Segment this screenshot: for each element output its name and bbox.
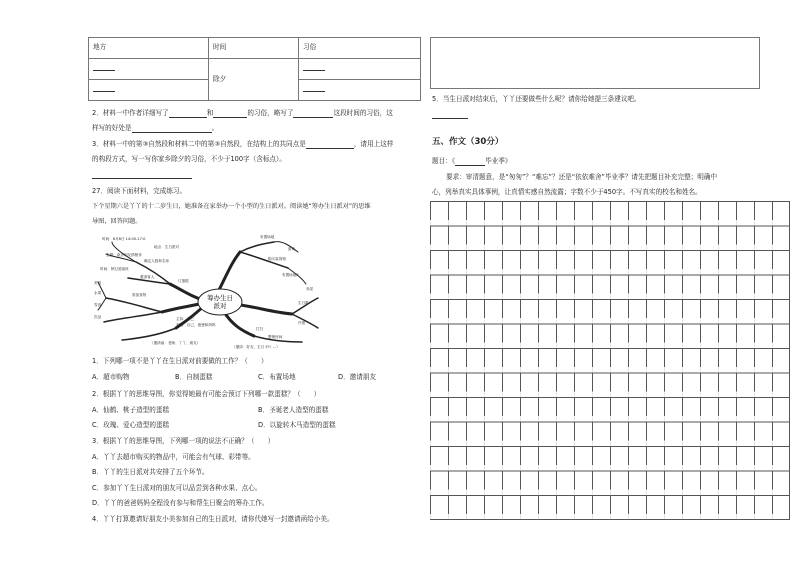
essay-title-blank[interactable] [455, 159, 485, 166]
mind-map-node: 邀请客人 [140, 275, 155, 279]
question-27-intro-2: 导图，回答问题。 [92, 218, 142, 225]
option-b[interactable]: B．圣诞老人造型的蛋糕 [258, 406, 329, 414]
table-header-place: 地方 [89, 38, 209, 59]
mind-map-node: 布置：自己、爸爸和妈妈 [176, 323, 216, 327]
answer-blank[interactable] [306, 142, 354, 149]
table-blank-cell[interactable] [89, 59, 209, 80]
mind-map-node: 整理房间 [268, 335, 283, 339]
option-c[interactable]: C．玫瑰、爱心造型的蛋糕 [92, 421, 170, 429]
mind-map-node: 主题：欢乐和友情相伴 [106, 253, 142, 257]
question-27-title: 27．阅读下面材料，完成练习。 [92, 187, 187, 195]
mind-map-node: （邀请：好友、生日卡片 ...） [232, 345, 280, 349]
mind-map-node: 主持：自己 [176, 317, 194, 321]
option-c[interactable]: C．布置场地 [258, 373, 296, 381]
question-3: 3．材料一中的第③自然段和材料二中的第③自然段，在结构上的共同点是 ，请用上这样 [92, 140, 394, 148]
mind-map-node: 美食 [94, 281, 102, 285]
mind-map-center-label: 派对 [213, 302, 227, 310]
question-3-line2: 的构段方式，写一写你家乡除夕的习俗，不少于100字（含标点）。 [92, 155, 286, 163]
option-d[interactable]: D．以旋转木马造型的蛋糕 [258, 421, 336, 429]
question-27-intro: 下个星期六是丫丫的十二岁生日，她准备在家举办一个小型的生日派对。阅读她“筹办生日派对”的思维 [92, 203, 371, 210]
option-b[interactable]: B．自制蛋糕 [175, 373, 213, 381]
mind-map-node: 生日歌 [298, 301, 309, 305]
question-1-stem: 1．下列哪一项不是丫丫在生日派对前要做的工作？（ ） [92, 357, 268, 365]
answer-blank[interactable] [132, 126, 212, 133]
mind-map-node: 购买装饰物 [268, 257, 286, 261]
essay-title: 题目：《 毕业季》 [432, 157, 512, 165]
mind-map-node: 准备食物 [132, 293, 147, 297]
question-3b-stem: 3．根据丫丫的思维导图，下列哪一项的说法不正确？（ ） [92, 437, 275, 445]
option-c[interactable]: C．参加丫丫生日派对的朋友可以品尝到各种水果、点心。 [92, 484, 262, 492]
mind-map [92, 232, 324, 350]
option-b[interactable]: B．丫丫的生日派对共安排了五个环节。 [92, 468, 209, 476]
question-2-line2: 样写的好处是 。 [92, 124, 219, 132]
mind-map-center-label: 筹办生日 [207, 294, 233, 302]
question-2b-stem: 2．根据丫丫的思维导图，你觉得她最有可能会预订下列哪一款蛋糕？（ ） [92, 390, 321, 398]
writing-line[interactable] [92, 178, 192, 179]
table-blank-cell[interactable] [89, 80, 209, 101]
option-a[interactable]: A．超市购物 [92, 373, 130, 381]
question-2: 2．材料一中作者详细写了 和 的习俗，略写了 这段时间的习俗，这 [92, 109, 393, 117]
mind-map-node: 时间：6月8日 14:00-17:0 [102, 237, 146, 241]
essay-section-title: 五、作文（30分） [432, 137, 504, 147]
option-d[interactable]: D．邀请朋友 [338, 373, 377, 381]
mind-map-node: 时间：梦幻爱丽丝 [100, 267, 129, 271]
mind-map-node: 布置场地 [260, 235, 275, 239]
option-a[interactable]: A．丫丫去超市购买的物品中，可能会有气球、彩带等。 [92, 453, 255, 461]
mind-map-node: 确定人数和名单 [144, 259, 170, 263]
question-4-stem: 4．丫丫打算邀请好朋友小美参加自己的生日派对，请你代她写一封邀请函给小美。 [92, 515, 334, 523]
answer-blank[interactable] [432, 118, 468, 119]
customs-table [88, 37, 421, 101]
answer-blank[interactable] [293, 111, 333, 118]
mind-map-node: （邀请函：老师、丫丫、朋友） [150, 341, 201, 345]
mind-map-node: 订蛋糕 [178, 279, 189, 283]
table-merged-cell: 除夕 [209, 59, 299, 101]
answer-blank[interactable] [213, 111, 247, 118]
mind-map-node: 打扫 [256, 327, 264, 331]
mind-map-node: 饮品 [94, 315, 102, 319]
table-blank-cell[interactable] [299, 80, 421, 101]
mind-map-node: 水果 [94, 291, 102, 295]
answer-box[interactable] [430, 37, 760, 89]
question-5-stem: 5．当生日派对结束后，丫丫还要做些什么呢？请你给她提三条建议吧。 [432, 95, 641, 103]
table-blank-cell[interactable] [299, 59, 421, 80]
essay-writing-grid[interactable] [430, 201, 790, 520]
mind-map-node: 游戏 [288, 247, 296, 251]
essay-requirement-2: 心，列举真实具体事例，让真情实感自然流露；字数不少于450字。不写真实的校名和姓名。 [432, 188, 702, 196]
mind-map-node: 零食 [94, 303, 102, 307]
table-header-time: 时间 [209, 38, 299, 59]
mind-map-node: 许愿 [298, 321, 306, 325]
essay-requirement: 要求：审清题意，是“匆匆”？“难忘”？还是“依依难舍”毕业季？请先把题目补充完整；明确中 [446, 173, 718, 181]
answer-blank[interactable] [169, 111, 207, 118]
table-header-custom: 习俗 [299, 38, 421, 59]
mind-map-node: 地点：生日派对 [154, 245, 180, 249]
option-d[interactable]: D．丫丫的爸爸妈妈全程没有参与和帮生日聚会的筹办工作。 [92, 499, 269, 507]
mind-map-node: 寿星 [306, 287, 314, 291]
mind-map-node: 布置场地2 [282, 273, 299, 277]
option-a[interactable]: A．仙鹤、桃子造型的蛋糕 [92, 406, 170, 414]
